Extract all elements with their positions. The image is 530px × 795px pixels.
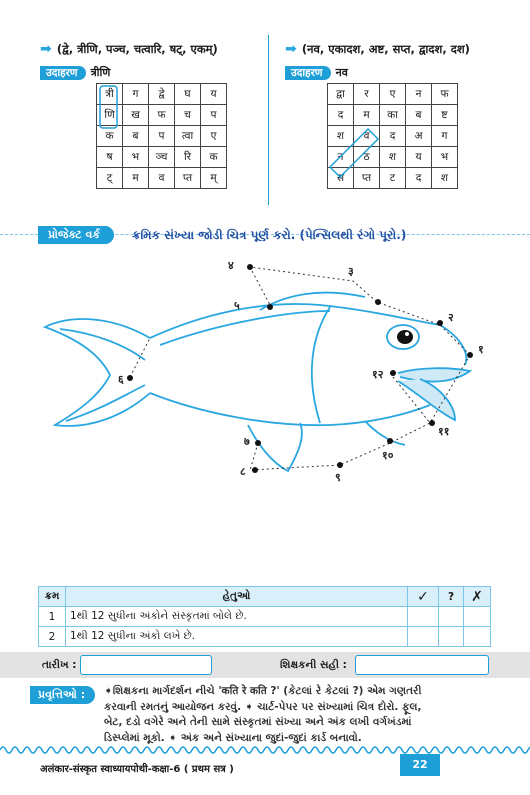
grid-cell: ए — [380, 84, 406, 105]
grid-cell: ब — [406, 105, 432, 126]
grid-cell: ट् — [97, 168, 123, 189]
grid-cell: ञ्च — [149, 147, 175, 168]
tick-cell[interactable] — [408, 627, 439, 647]
grid-cell: त्वा — [175, 126, 201, 147]
grid-cell: द — [406, 168, 432, 189]
grid-cell: भ — [123, 147, 149, 168]
fish-tail — [45, 319, 150, 426]
footer-book-title: अलंकार-संस्कृत स्वाध्यायपोथी-कक्षा-6 ( प्रथम सत्र ) — [40, 764, 234, 775]
left-heading: (द्वे, त्रीणि, पञ्च, चत्वारि, षट्, एकम्) — [56, 42, 218, 56]
example-tag: उदाहरण — [40, 66, 86, 80]
grid-cell: क — [97, 126, 123, 147]
grid-cell: म — [123, 168, 149, 189]
grid-cell: ष्ट — [432, 105, 458, 126]
grid-cell: भ — [432, 147, 458, 168]
row-text: 1થી 12 સુધીના અંકો લખે છે. — [66, 627, 408, 647]
grid-cell: प्त — [354, 168, 380, 189]
question-cell[interactable] — [439, 607, 464, 627]
cross-cell[interactable] — [464, 607, 491, 627]
header-question: ? — [439, 587, 464, 607]
dot-label: ७ — [244, 435, 250, 448]
table-row — [39, 607, 491, 627]
cross-cell[interactable] — [464, 627, 491, 647]
date-label: તારીખ : — [42, 659, 77, 671]
row-no: 1 — [39, 607, 66, 627]
header-tick: ✓ — [408, 587, 439, 607]
fish-pupil — [397, 330, 413, 344]
dot-label: १० — [382, 449, 394, 462]
grid-cell: ख — [123, 105, 149, 126]
grid-cell: त्री — [97, 84, 123, 105]
activity-line: બેટ, દડો વગેરે અને તેની સામે સંસ્કૃતમાં સંખ્યા અને અંક લખી વર્ગખંડમાં — [104, 716, 412, 728]
fish-drawing — [0, 245, 530, 485]
grid-cell: द्वे — [149, 84, 175, 105]
activity-line: ➧શિક્ષકના માર્ગદર્શન નીચે 'कति रे कति ?' (કેટલાં રે કેટલાં ?) એમ ગણતરી — [104, 685, 422, 697]
grid-cell: प — [149, 126, 175, 147]
grid-cell: क — [201, 147, 227, 168]
activity-line: ડિસ્પ્લેમાં મૂકો. ➧ અંક અને સંખ્યાના જુદાં-જુદાં કાર્ડ બનાવો. — [104, 731, 362, 744]
dot-label: १ — [478, 343, 484, 356]
grid-cell: स — [328, 168, 354, 189]
grid-cell: न — [328, 147, 354, 168]
grid-cell: ग — [123, 84, 149, 105]
grid-cell: ठ — [354, 147, 380, 168]
evaluation-table — [38, 586, 491, 647]
signature-band — [0, 652, 530, 678]
row-text: 1થી 12 સુધીના અંકોને સંસ્કૃતમાં બોલે છે. — [66, 607, 408, 627]
project-title: ક્રમિક સંખ્યા જોડી ચિત્ર પૂર્ણ કરો. (પેન્સિલથી રંગો પૂરો.) — [132, 228, 407, 242]
grid-cell: फ — [149, 105, 175, 126]
grid-cell: फ — [432, 84, 458, 105]
teacher-sign-field[interactable] — [355, 655, 489, 675]
grid-cell: द — [328, 105, 354, 126]
tick-cell[interactable] — [408, 607, 439, 627]
grid-cell: म — [354, 105, 380, 126]
grid-cell: ए — [201, 126, 227, 147]
table-header-row — [39, 587, 491, 607]
grid-cell: घ — [175, 84, 201, 105]
dot-label: २ — [448, 311, 454, 324]
example-tag: उदाहरण — [285, 66, 331, 80]
grid-cell: ग — [432, 126, 458, 147]
example-word: नव — [335, 66, 348, 79]
right-heading: (नव, एकादश, अष्ट, सप्त, द्वादश, दश) — [301, 42, 470, 56]
grid-cell: का — [380, 105, 406, 126]
dot-label: ८ — [240, 465, 246, 478]
teacher-sign-label: શિક્ષકની સહી : — [280, 659, 347, 671]
grid-cell: व — [354, 126, 380, 147]
header-cross: ✗ — [464, 587, 491, 607]
grid-cell: म् — [201, 168, 227, 189]
grid-cell: श — [328, 126, 354, 147]
grid-cell: य — [406, 147, 432, 168]
grid-cell: व — [149, 168, 175, 189]
arrow-right-icon: ➡ — [285, 41, 297, 57]
dot-label: ६ — [118, 373, 124, 386]
activity-text — [104, 684, 499, 746]
grid-cell: अ — [406, 126, 432, 147]
grid-cell: ट — [380, 168, 406, 189]
dot-label: ५ — [234, 299, 240, 312]
page-number: 22 — [400, 754, 440, 776]
activity-tag: પ્રવૃત્તિઓ : — [30, 686, 95, 704]
grid-cell: णि — [97, 105, 123, 126]
dot-label: ३ — [348, 265, 354, 278]
header-goal: હેતુઓ — [66, 587, 408, 607]
date-field[interactable] — [80, 655, 212, 675]
grid-cell: न — [406, 84, 432, 105]
grid-cell: र — [354, 84, 380, 105]
dot-label: ४ — [228, 259, 234, 272]
highlight-left — [100, 86, 117, 128]
grid-cell: ब — [123, 126, 149, 147]
arrow-right-icon: ➡ — [40, 41, 52, 57]
grid-cell: य — [201, 84, 227, 105]
example-word: त्रीणि — [90, 66, 111, 79]
project-tag: પ્રોજેક્ટ વર્ક — [38, 226, 114, 244]
grid-highlights — [0, 0, 530, 230]
grid-cell: श — [380, 147, 406, 168]
activity-line: કરવાની રમતનું આયોજન કરવું. ➧ ચાર્ટ-પેપર પર સંખ્યામાં ચિત્ર દોરો. ફૂલ, — [104, 700, 422, 713]
header-no: ક્રમ — [39, 587, 66, 607]
dot-label: ११ — [438, 425, 450, 438]
grid-cell: रि — [175, 147, 201, 168]
table-row — [39, 627, 491, 647]
dot-label: ९ — [335, 471, 341, 484]
grid-cell: ष — [97, 147, 123, 168]
footer-wave — [0, 744, 530, 756]
grid-cell: श — [432, 168, 458, 189]
grid-cell: प — [201, 105, 227, 126]
question-cell[interactable] — [439, 627, 464, 647]
grid-cell: च — [175, 105, 201, 126]
grid-cell: प्त — [175, 168, 201, 189]
row-no: 2 — [39, 627, 66, 647]
grid-cell: द्वा — [328, 84, 354, 105]
grid-cell: द — [380, 126, 406, 147]
project-bar — [0, 226, 530, 244]
dot-label: १२ — [372, 368, 384, 381]
